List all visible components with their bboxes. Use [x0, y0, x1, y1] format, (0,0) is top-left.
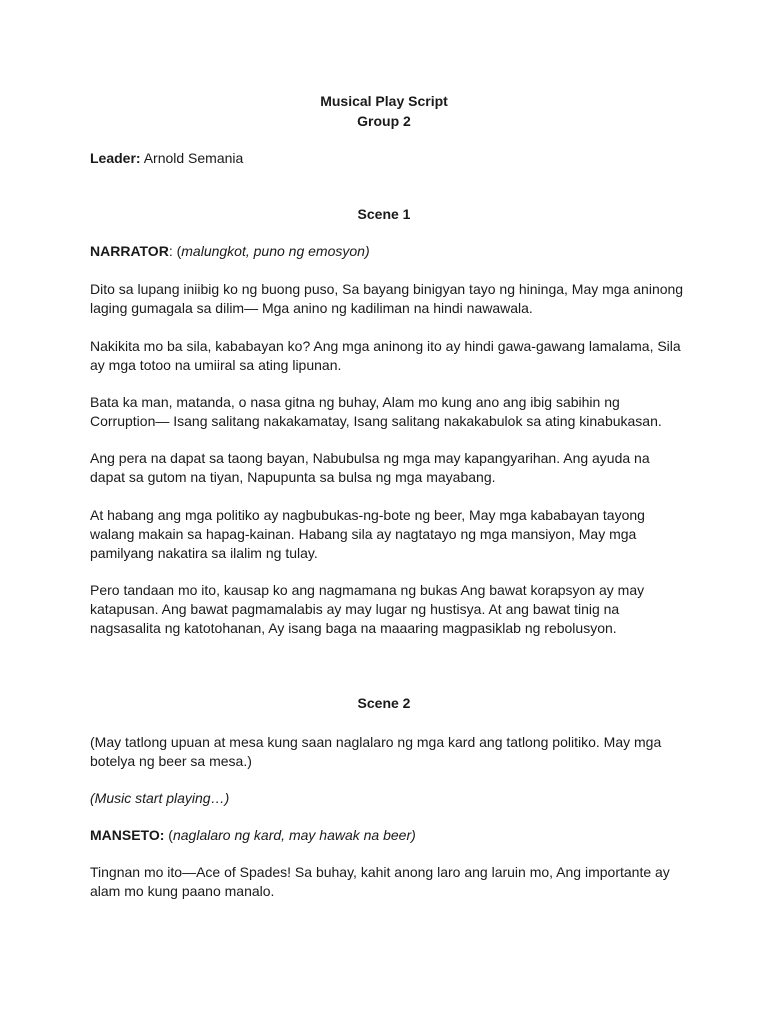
scene-1-paragraph: Bata ka man, matanda, o nasa gitna ng buhay, Alam mo kung ano ang ibig sabihin ng Corruption— Isang salitang nakakamatay, Isang salitang nakakabulok sa ating kinabukasan.: [90, 394, 662, 429]
narrator-direction: malungkot, puno ng emosyon): [181, 243, 370, 259]
leader-name: Arnold Semania: [143, 150, 244, 166]
document-title: Musical Play Script: [320, 93, 448, 109]
stage-direction: (May tatlong upuan at mesa kung saan naglalaro ng mga kard ang tatlong politiko. May mga botelya ng beer sa mesa.): [90, 734, 662, 769]
narrator-line: [90, 242, 686, 261]
manseto-label: MANSETO:: [90, 827, 165, 843]
manseto-open: (: [164, 827, 173, 843]
scene-2-heading: Scene 2: [357, 695, 411, 711]
scene-1-paragraph: At habang ang mga politiko ay nagbubukas-ng-bote ng beer, May mga kababayan tayong walang makain sa hapag-kainan. Habang sila ay nagtatayo ng mga mansiyon, May mga pamilyang nakatira sa ilalim ng tulay.: [90, 507, 645, 561]
manseto-line-header: [90, 826, 686, 845]
leader-label: Leader:: [90, 150, 141, 166]
manseto-dialogue: Tingnan mo ito—Ace of Spades! Sa buhay, kahit anong laro ang laruin mo, Ang importante ay alam mo kung paano manalo.: [90, 864, 670, 899]
scene-1-heading: Scene 1: [357, 206, 411, 222]
scene-1-paragraph: Pero tandaan mo ito, kausap ko ang nagmamana ng bukas Ang bawat korapsyon ay may katapusan. Ang bawat pagmamalabis ay may lugar ng hustisya. At ang bawat tinig na nagsasalita ng katotohanan, Ay isang baga na maaaring magpasiklab ng rebolusyon.: [90, 582, 645, 636]
scene-1-paragraph: Dito sa lupang iniibig ko ng buong puso, Sa bayang binigyan tayo ng hininga, May mga aninong laging gumagala sa dilim— Mga anino ng kadiliman na hindi nawawala.: [90, 281, 684, 316]
narrator-label: NARRATOR: [90, 243, 169, 259]
scene-1-paragraph: Ang pera na dapat sa taong bayan, Nabubulsa ng mga may kapangyarihan. Ang ayuda na dapat sa gutom na tiyan, Napupunta sa bulsa ng mga mayabang.: [90, 450, 650, 485]
leader-line: [90, 149, 686, 168]
narrator-colon: : (: [168, 243, 182, 259]
document-subtitle: Group 2: [357, 113, 411, 129]
scene-1-paragraph: Nakikita mo ba sila, kababayan ko? Ang mga aninong ito ay hindi gawa-gawang lamalama, Sila ay mga totoo na umiiral sa ating lipunan.: [90, 338, 681, 373]
manseto-direction: naglalaro ng kard, may hawak na beer): [172, 827, 416, 843]
music-cue: (Music start playing…): [90, 790, 230, 806]
